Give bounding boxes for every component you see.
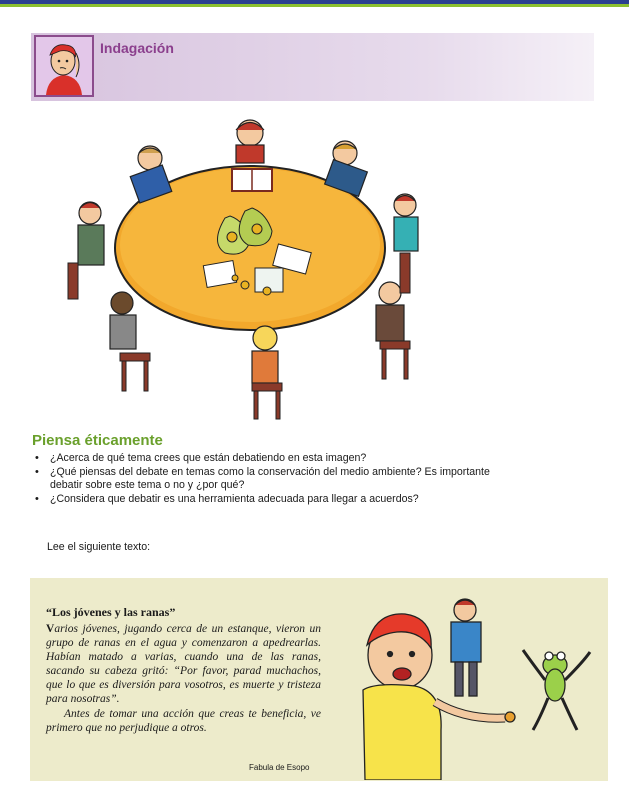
thinking-student-icon [34,35,94,97]
reading-instruction: Lee el siguiente texto: [47,541,151,553]
activity-title: Piensa éticamente [32,432,163,449]
story-body-text: arios jóvenes, jugando cerca de un estanque, vieron un grupo de ranas en el agua y comenzaron a apedrearlas. Habían matado a varias, cuando una de las ranas, sacando su cabeza gritó: “Por favor, parad muchachos, que lo que es diversión para vosotros, es muerte y tristeza para nosotras”. [46,623,321,705]
fable-text [46,605,321,735]
story-title: “Los jóvenes y las ranas” [46,605,176,619]
question-item: • ¿Considera que debatir es una herramienta adecuada para llegar a acuerdos? [32,493,502,507]
story-source: Fabula de Esopo [249,763,310,772]
question-item: • ¿Qué piensas del debate en temas como la conservación del medio ambiente? Es importante debatir sobre este tema o no y ¿por qué? [32,466,502,493]
question-item: • ¿Acerca de qué tema crees que están debatiendo en esta imagen? [32,452,502,466]
questions-list [32,452,502,506]
top-color-bar [0,0,629,10]
round-table-debate-illustration [60,113,440,423]
section-title: Indagación [100,40,174,56]
children-with-frog-illustration [345,590,615,780]
story-body [46,622,321,706]
story-moral: Antes de tomar una acción que creas te beneficia, ve primero que no perjudique a otros. [46,708,321,734]
story-dropcap: V [46,623,55,635]
